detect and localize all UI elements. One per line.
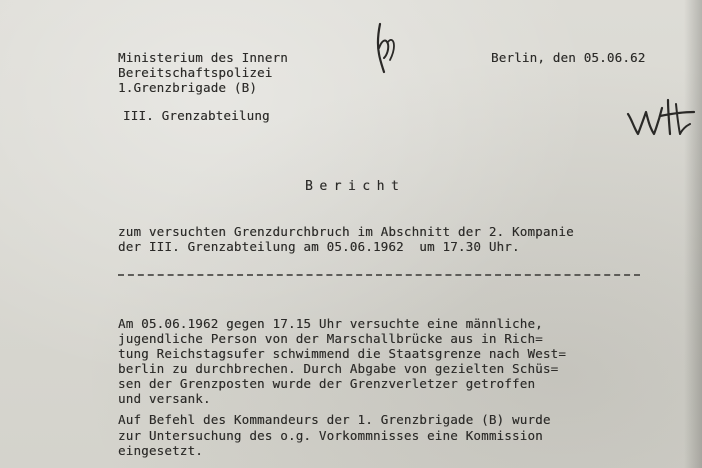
page-edge-shadow: [684, 0, 702, 468]
paragraph-1-line-3: tung Reichstagsufer schwimmend die Staatsgrenze nach West=: [118, 346, 567, 361]
subject-line-2: der III. Grenzabteilung am 05.06.1962 um 17.30 Uhr.: [118, 239, 520, 254]
sender-line-brigade: 1.Grenzbrigade (B): [118, 80, 258, 95]
handwritten-signature: [624, 96, 700, 144]
sender-line-ministry: Ministerium des Innern: [118, 50, 288, 65]
subject-line-1: zum versuchten Grenzdurchbruch im Abschnitt der 2. Kompanie: [118, 224, 574, 239]
paragraph-2-line-2: zur Untersuchung des o.g. Vorkommnisses eine Kommission: [118, 428, 543, 443]
unit-line: III. Grenzabteilung: [123, 108, 270, 123]
paragraph-1-line-4: berlin zu durchbrechen. Durch Abgabe von gezielten Schüs=: [118, 361, 559, 376]
dashed-separator-rule: [118, 274, 640, 276]
sender-line-police: Bereitschaftspolizei: [118, 65, 273, 80]
place-date: Berlin, den 05.06.62: [491, 50, 646, 65]
paragraph-2-line-1: Auf Befehl des Kommandeurs der 1. Grenzbrigade (B) wurde: [118, 412, 551, 427]
paragraph-1-line-1: Am 05.06.1962 gegen 17.15 Uhr versuchte eine männliche,: [118, 316, 543, 331]
paragraph-2-line-3: eingesetzt.: [118, 443, 203, 458]
paragraph-1-line-6: und versank.: [118, 391, 211, 406]
paragraph-1-line-5: sen der Grenzposten wurde der Grenzverletzer getroffen: [118, 376, 536, 391]
report-title: Bericht: [305, 179, 406, 194]
paragraph-1-line-2: jugendliche Person von der Marschallbrücke aus in Rich=: [118, 331, 543, 346]
handwritten-initial-mark: [366, 18, 406, 76]
